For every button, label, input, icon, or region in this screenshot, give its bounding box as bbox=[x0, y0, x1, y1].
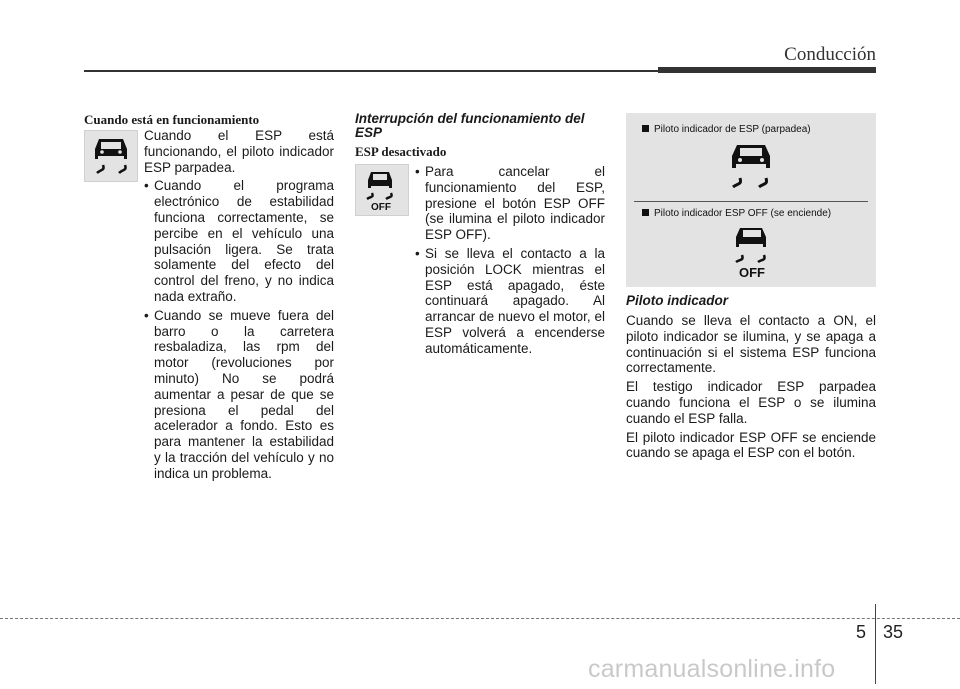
column-operation bbox=[84, 112, 334, 482]
panel-divider bbox=[634, 201, 868, 202]
operation-intro: Cuando el ESP está funcionando, el piloto indicador ESP parpadea. bbox=[144, 128, 334, 175]
indicator-panel bbox=[626, 113, 876, 287]
header-bar bbox=[658, 67, 876, 73]
footer-rule bbox=[0, 618, 960, 620]
column-indicator bbox=[626, 294, 876, 461]
list-item: • Para cancelar el funcionamiento del ESP, presione el botón ESP OFF (se ilumina el piloto indicador ESP OFF). bbox=[415, 164, 605, 243]
header-rule bbox=[84, 70, 658, 72]
indicator-paragraph: Cuando se lleva el contacto a ON, el piloto indicador se ilumina, y se apaga a continuación si el sistema ESP funciona correctamente. bbox=[626, 313, 876, 376]
operation-heading: Cuando está en funcionamiento bbox=[84, 112, 260, 127]
esp-off-icon bbox=[355, 164, 409, 216]
list-item: • Cuando el programa electrónico de estabilidad funciona correctamente, se percibe en el vehículo una pulsación ligera. Se trata solamente del efecto del control del freno, y no indica nada extraño. bbox=[144, 178, 334, 304]
esp-off-subheading: ESP desactivado bbox=[355, 144, 447, 159]
watermark: carmanualsonline.info bbox=[588, 655, 836, 683]
panel-label-esp-off: Piloto indicador ESP OFF (se enciende) bbox=[642, 208, 831, 220]
list-item: • Cuando se mueve fuera del barro o la carretera resbaladiza, las rpm del motor (revoluciones por minuto) No se podrá aumentar a pesar de que se presiona el pedal del acelerador a fondo. Esto es para mantener la estabilidad y la tracción del vehículo y no indica un problema. bbox=[144, 307, 334, 481]
footer-divider bbox=[875, 604, 876, 684]
panel-label-esp: Piloto indicador de ESP (parpadea) bbox=[642, 124, 811, 136]
page-number: 35 bbox=[883, 622, 904, 642]
esp-indicator-icon bbox=[726, 141, 776, 191]
chapter-number: 5 bbox=[856, 622, 867, 642]
svg-text:OFF: OFF bbox=[371, 202, 391, 211]
deactivation-heading: Interrupción del funcionamiento del ESP bbox=[355, 111, 585, 140]
indicator-paragraph: El testigo indicador ESP parpadea cuando funciona el ESP o se ilumina cuando el ESP falla. bbox=[626, 379, 876, 426]
indicator-paragraph: El piloto indicador ESP OFF se enciende cuando se apaga el ESP con el botón. bbox=[626, 429, 876, 461]
indicator-heading: Piloto indicador bbox=[626, 293, 729, 308]
esp-off-indicator-icon bbox=[730, 225, 774, 279]
list-item: • Si se lleva el contacto a la posición LOCK mientras el ESP está apagado, éste continuará apagado. Al arrancar de nuevo el motor, el ESP volverá a encenderse automáticamente. bbox=[415, 245, 605, 356]
section-title: Conducción bbox=[784, 44, 876, 65]
esp-skid-icon bbox=[84, 130, 138, 182]
svg-text:OFF: OFF bbox=[739, 265, 765, 279]
column-deactivation bbox=[355, 112, 605, 357]
